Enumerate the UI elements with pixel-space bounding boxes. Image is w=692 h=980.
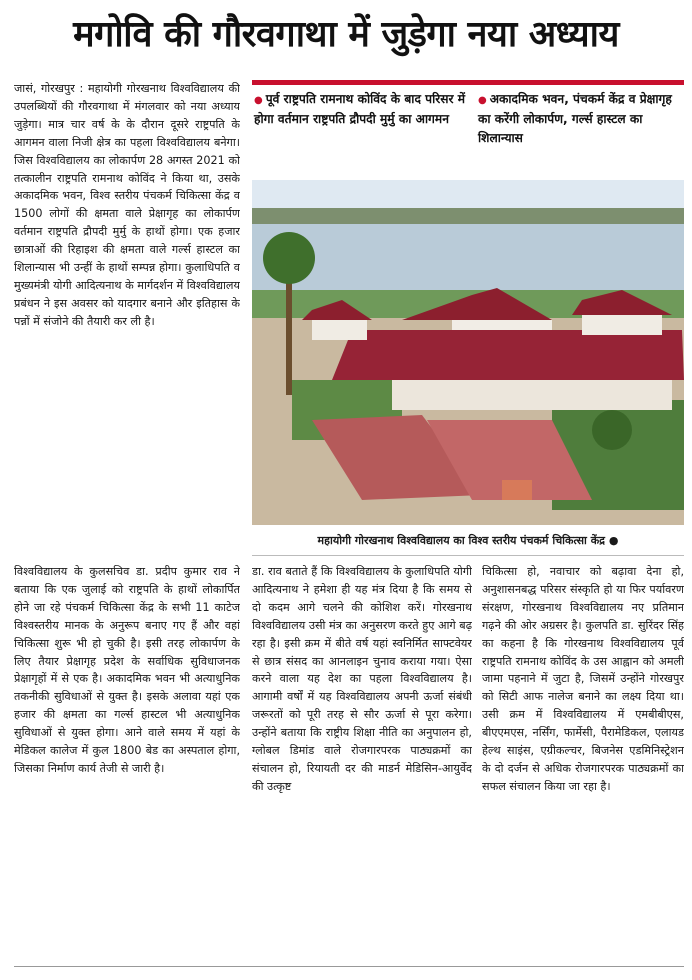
body-paragraph-intro: जासं, गोरखपुर : महायोगी गोरखनाथ विश्वविद्यालय की उपलब्धियों की गौरवगाथा में मंगलवार को नया अध्याय जुड़ेगा। मात्र चार वर्ष के के दौरान दूसरे राष्ट्रपति के आगमन वाला निजी क्षेत्र का पहला विश्वविद्यालय बनेगा। जिस विश्वविद्यालय का लोकार्पण 28 अगस्त 2021 को तत्कालीन राष्ट्रपति रामनाथ कोविंद ने किया था, उसके अकादमिक भवन, विश्व स्तरीय पंचकर्म चिकित्सा केंद्र व 1500 लोगों की क्षमता वाले प्रेक्षागृह का लोकार्पण वर्तमान राष्ट्रपति द्रौपदी मुर्मु के हाथों होगा। एक हजार छात्राओं की रिहाइश की क्षमता वाले गर्ल्स हास्टल का शिलान्यास भी उन्हीं के हाथों सम्पन्न होगा। कुलाधिपति व मुख्यमंत्री योगी आदित्यनाथ के मार्गदर्शन में विश्वविद्यालय प्रबंधन ने इस अवसर को यादगार बनाने और इतिहास के पन्नों में संजोने की तैयारी कर ली है। bbox=[14, 82, 240, 328]
body-paragraph-registrar: विश्वविद्यालय के कुलसचिव डा. प्रदीप कुमार राव ने बताया कि एक जुलाई को राष्ट्रपति के हाथों लोकार्पित होने जा रहे पंचकर्म चिकित्सा केंद्र के सभी 11 काटेज विश्वस्तरीय मानक के अनुरूप बनाए गए हैं और वहां चिकित्सा शुरू भी हो चुकी है। इसी तरह लोकार्पण के लिए तैयार प्रेक्षागृह प्रदेश के सर्वाधिक सुविधाजनक प्रेक्षागृहों में से एक है। अकादमिक भवन भी अत्याधुनिक तकनीकी सुविधाओं से युक्त है। इसके अलावा यहां एक हजार की क्षमता का गर्ल्स हास्टल भी अत्याधुनिक सुविधाओं से युक्त होगा। आने वाले समय में यहां के मेडिकल कालेज में कुल 1800 बेड का अस्पताल होगा, जिसका निर्माण कार्य तेजी से जारी है। bbox=[14, 565, 240, 775]
photo-illustration bbox=[252, 180, 684, 525]
subheading-text: पूर्व राष्ट्रपति रामनाथ कोविंद के बाद परिसर में होगा वर्तमान राष्ट्रपति द्रौपदी मुर्मु का आगमन bbox=[254, 92, 465, 126]
caption-divider bbox=[252, 555, 684, 556]
body-paragraph-mantra: डा. राव बताते हैं कि विश्वविद्यालय के कुलाधिपति योगी आदित्यनाथ ने हमेशा ही यह मंत्र दिया है कि समय से दो कदम आगे चलने की कोशिश करें। गोरखनाथ विश्वविद्यालय उसी मंत्र का अनुसरण करते हुए आगे बढ़ रहा है। इसी क्रम में बीते वर्ष यहां स्वनिर्मित साफ्टवेयर से छात्र संसद का आनलाइन चुनाव कराया गया। ऐसा करने वाला यह देश का पहला विश्वविद्यालय है। आगामी वर्षों में यह विश्वविद्यालय अपनी ऊर्जा संबंधी जरूरतों को पूरी तरह से सौर ऊर्जा से पूरा करेगा। उन्होंने बताया कि राष्ट्रीय शिक्षा नीति का अनुपालन हो, ग्लोबल डिमांड वाले रोजगारपरक पाठ्यक्रमों का संचालन हो, रियायती दर की माडर्न मेडिसिन-आयुर्वेद की उत्कृष्ट bbox=[252, 565, 472, 793]
subheading-president-visit bbox=[254, 90, 468, 129]
body-paragraph-vice-chancellor: चिकित्सा हो, नवाचार को बढ़ावा देना हो, अनुशासनबद्ध परिसर संस्कृति हो या फिर पर्यावरण संरक्षण, गोरखनाथ विश्वविद्यालय नए प्रतिमान गढ़ने की ओर अग्रसर है। कुलपति डा. सुरिंदर सिंह का कहना है कि गोरखनाथ विश्वविद्यालय पूर्व राष्ट्रपति रामनाथ कोविंद के उस आह्वान को अमली जामा पहनाने में जुटा है, जिसमें उन्होंने गोरखपुर को सिटी आफ नालेज बनाने का लक्ष्य दिया था। उसी क्रम में विश्वविद्यालय में एमबीबीएस, बीएएमएस, नर्सिंग, फार्मेसी, पैरामेडिकल, एलायड हेल्थ साइंस, एग्रीकल्चर, बिजनेस एडमिनिस्ट्रेशन के दो दर्जन से अधिक रोजगारपरक पाठ्यक्रमों का सफल संचालन किया जा रहा है। bbox=[482, 565, 684, 793]
bullet-icon: ● bbox=[478, 95, 487, 106]
headline: मगोवि की गौरवगाथा में जुड़ेगा नया अध्याय bbox=[73, 14, 619, 55]
subheading-text: अकादमिक भवन, पंचकर्म केंद्र व प्रेक्षागृह का करेंगी लोकार्पण, गर्ल्स हास्टल का शिलान्यास bbox=[478, 92, 672, 145]
panchakarma-centre-photo bbox=[252, 180, 684, 525]
subheading-inauguration bbox=[478, 90, 684, 148]
deck-red-rule bbox=[252, 80, 684, 85]
bottom-divider bbox=[14, 966, 684, 967]
bullet-icon: ● bbox=[254, 95, 263, 106]
photo-caption: महायोगी गोरखनाथ विश्वविद्यालय का विश्व स्तरीय पंचकर्म चिकित्सा केंद्र ● bbox=[317, 534, 619, 547]
